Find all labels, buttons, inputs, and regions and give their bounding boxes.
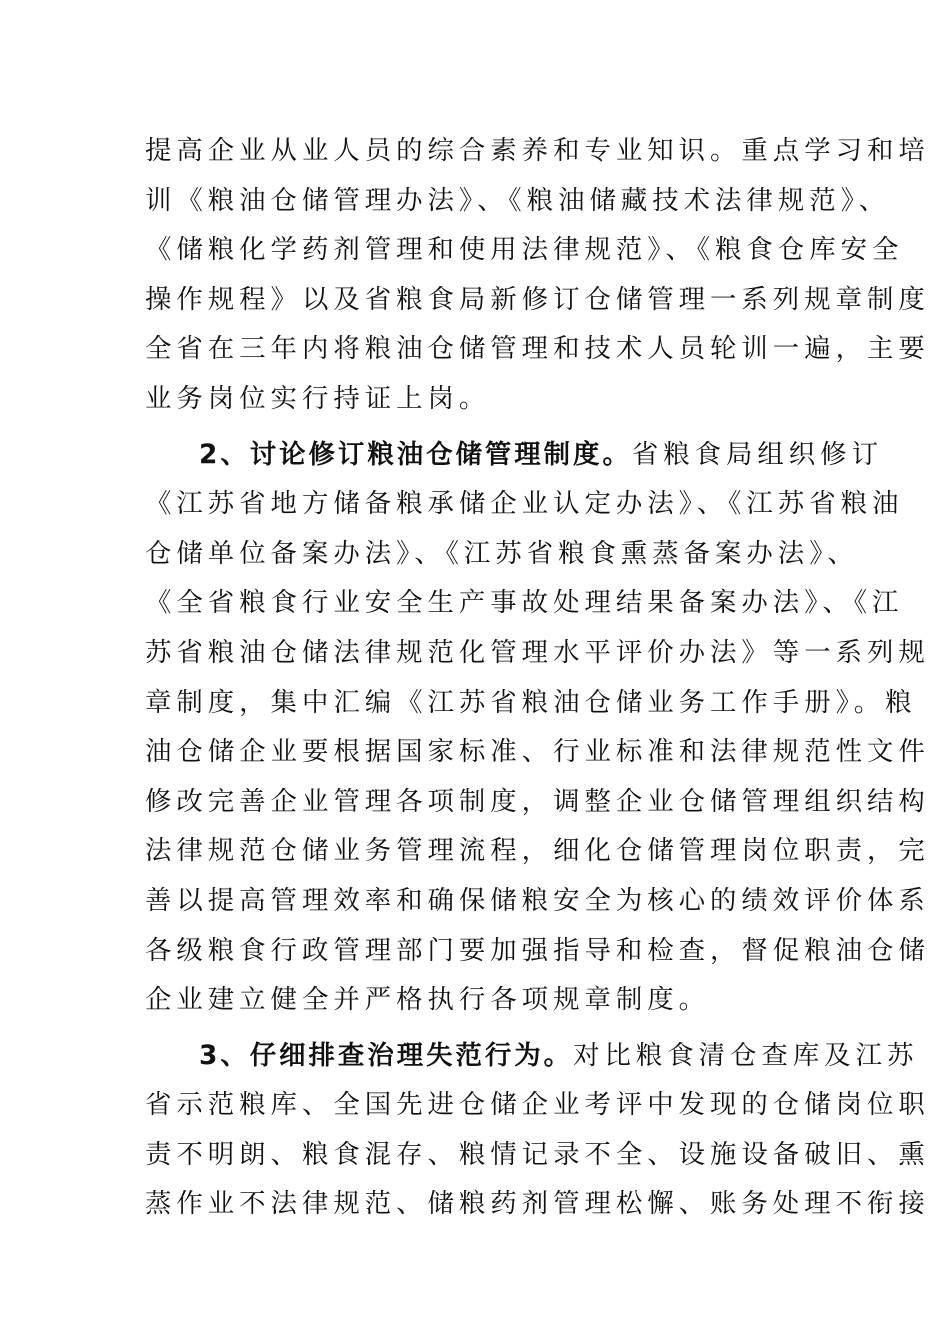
- text-line: 企业建立健全并严格执行各项规章制度。: [145, 984, 711, 1016]
- heading-rest-text: 对比粮食清仓查库及江苏: [573, 1039, 919, 1071]
- text-line: 《江苏省地方储备粮承储企业认定办法》、《江苏省粮油: [145, 488, 904, 520]
- text-line: 《储粮化学药剂管理和使用法律规范》、《粮食仓库安全: [145, 234, 904, 266]
- paragraph-training: [145, 126, 930, 424]
- text-line: 修改完善企业管理各项制度，调整企业仓储管理组织结构: [145, 785, 930, 817]
- heading-rest-text: 省粮食局组织修订: [631, 438, 883, 470]
- text-line: 操作规程》以及省粮食局新修订仓储管理一系列规章制度: [145, 283, 930, 315]
- text-line: 章制度，集中汇编《江苏省粮油仓储业务工作手册》。粮: [145, 686, 917, 718]
- section-heading: 2、讨论修订粮油仓储管理制度。: [199, 438, 632, 470]
- document-page: [145, 126, 930, 1229]
- paragraph-revise-system: [145, 430, 930, 1025]
- paragraph-first-line: [145, 430, 883, 480]
- text-line: 责不明朗、粮食混存、粮情记录不全、设施设备破旧、熏: [145, 1138, 930, 1170]
- text-line: 蒸作业不法律规范、储粮药剂管理松懈、账务处理不衔接: [145, 1188, 930, 1220]
- text-line: 善以提高管理效率和确保储粮安全为核心的绩效评价体系: [145, 884, 930, 916]
- text-line: 省示范粮库、全国先进仓储企业考评中发现的仓储岗位职: [145, 1089, 930, 1121]
- text-line: 全省在三年内将粮油仓储管理和技术人员轮训一遍，主要: [145, 333, 930, 365]
- text-line: 各级粮食行政管理部门要加强指导和检查，督促粮油仓储: [145, 934, 930, 966]
- section-heading: 3、仔细排查治理失范行为。: [199, 1039, 574, 1071]
- text-line: 仓储单位备案办法》、《江苏省粮食熏蒸备案办法》、: [145, 537, 859, 569]
- text-line: 训《粮油仓储管理办法》、《粮油储藏技术法律规范》、: [145, 184, 891, 216]
- text-line: 提高企业从业人员的综合素养和专业知识。重点学习和培: [145, 135, 930, 166]
- paragraph-first-line: [145, 1031, 919, 1081]
- text-line: 业务岗位实行持证上岗。: [145, 382, 491, 414]
- text-line: 油仓储企业要根据国家标准、行业标准和法律规范性文件: [145, 736, 930, 768]
- paragraph-investigate: [145, 1031, 930, 1229]
- text-line: 苏省粮油仓储法律规范化管理水平评价办法》等一系列规: [145, 636, 930, 668]
- text-line: 法律规范仓储业务管理流程，细化仓储管理岗位职责，完: [145, 835, 930, 867]
- text-line: 《全省粮食行业安全生产事故处理结果备案办法》、《江: [145, 587, 904, 619]
